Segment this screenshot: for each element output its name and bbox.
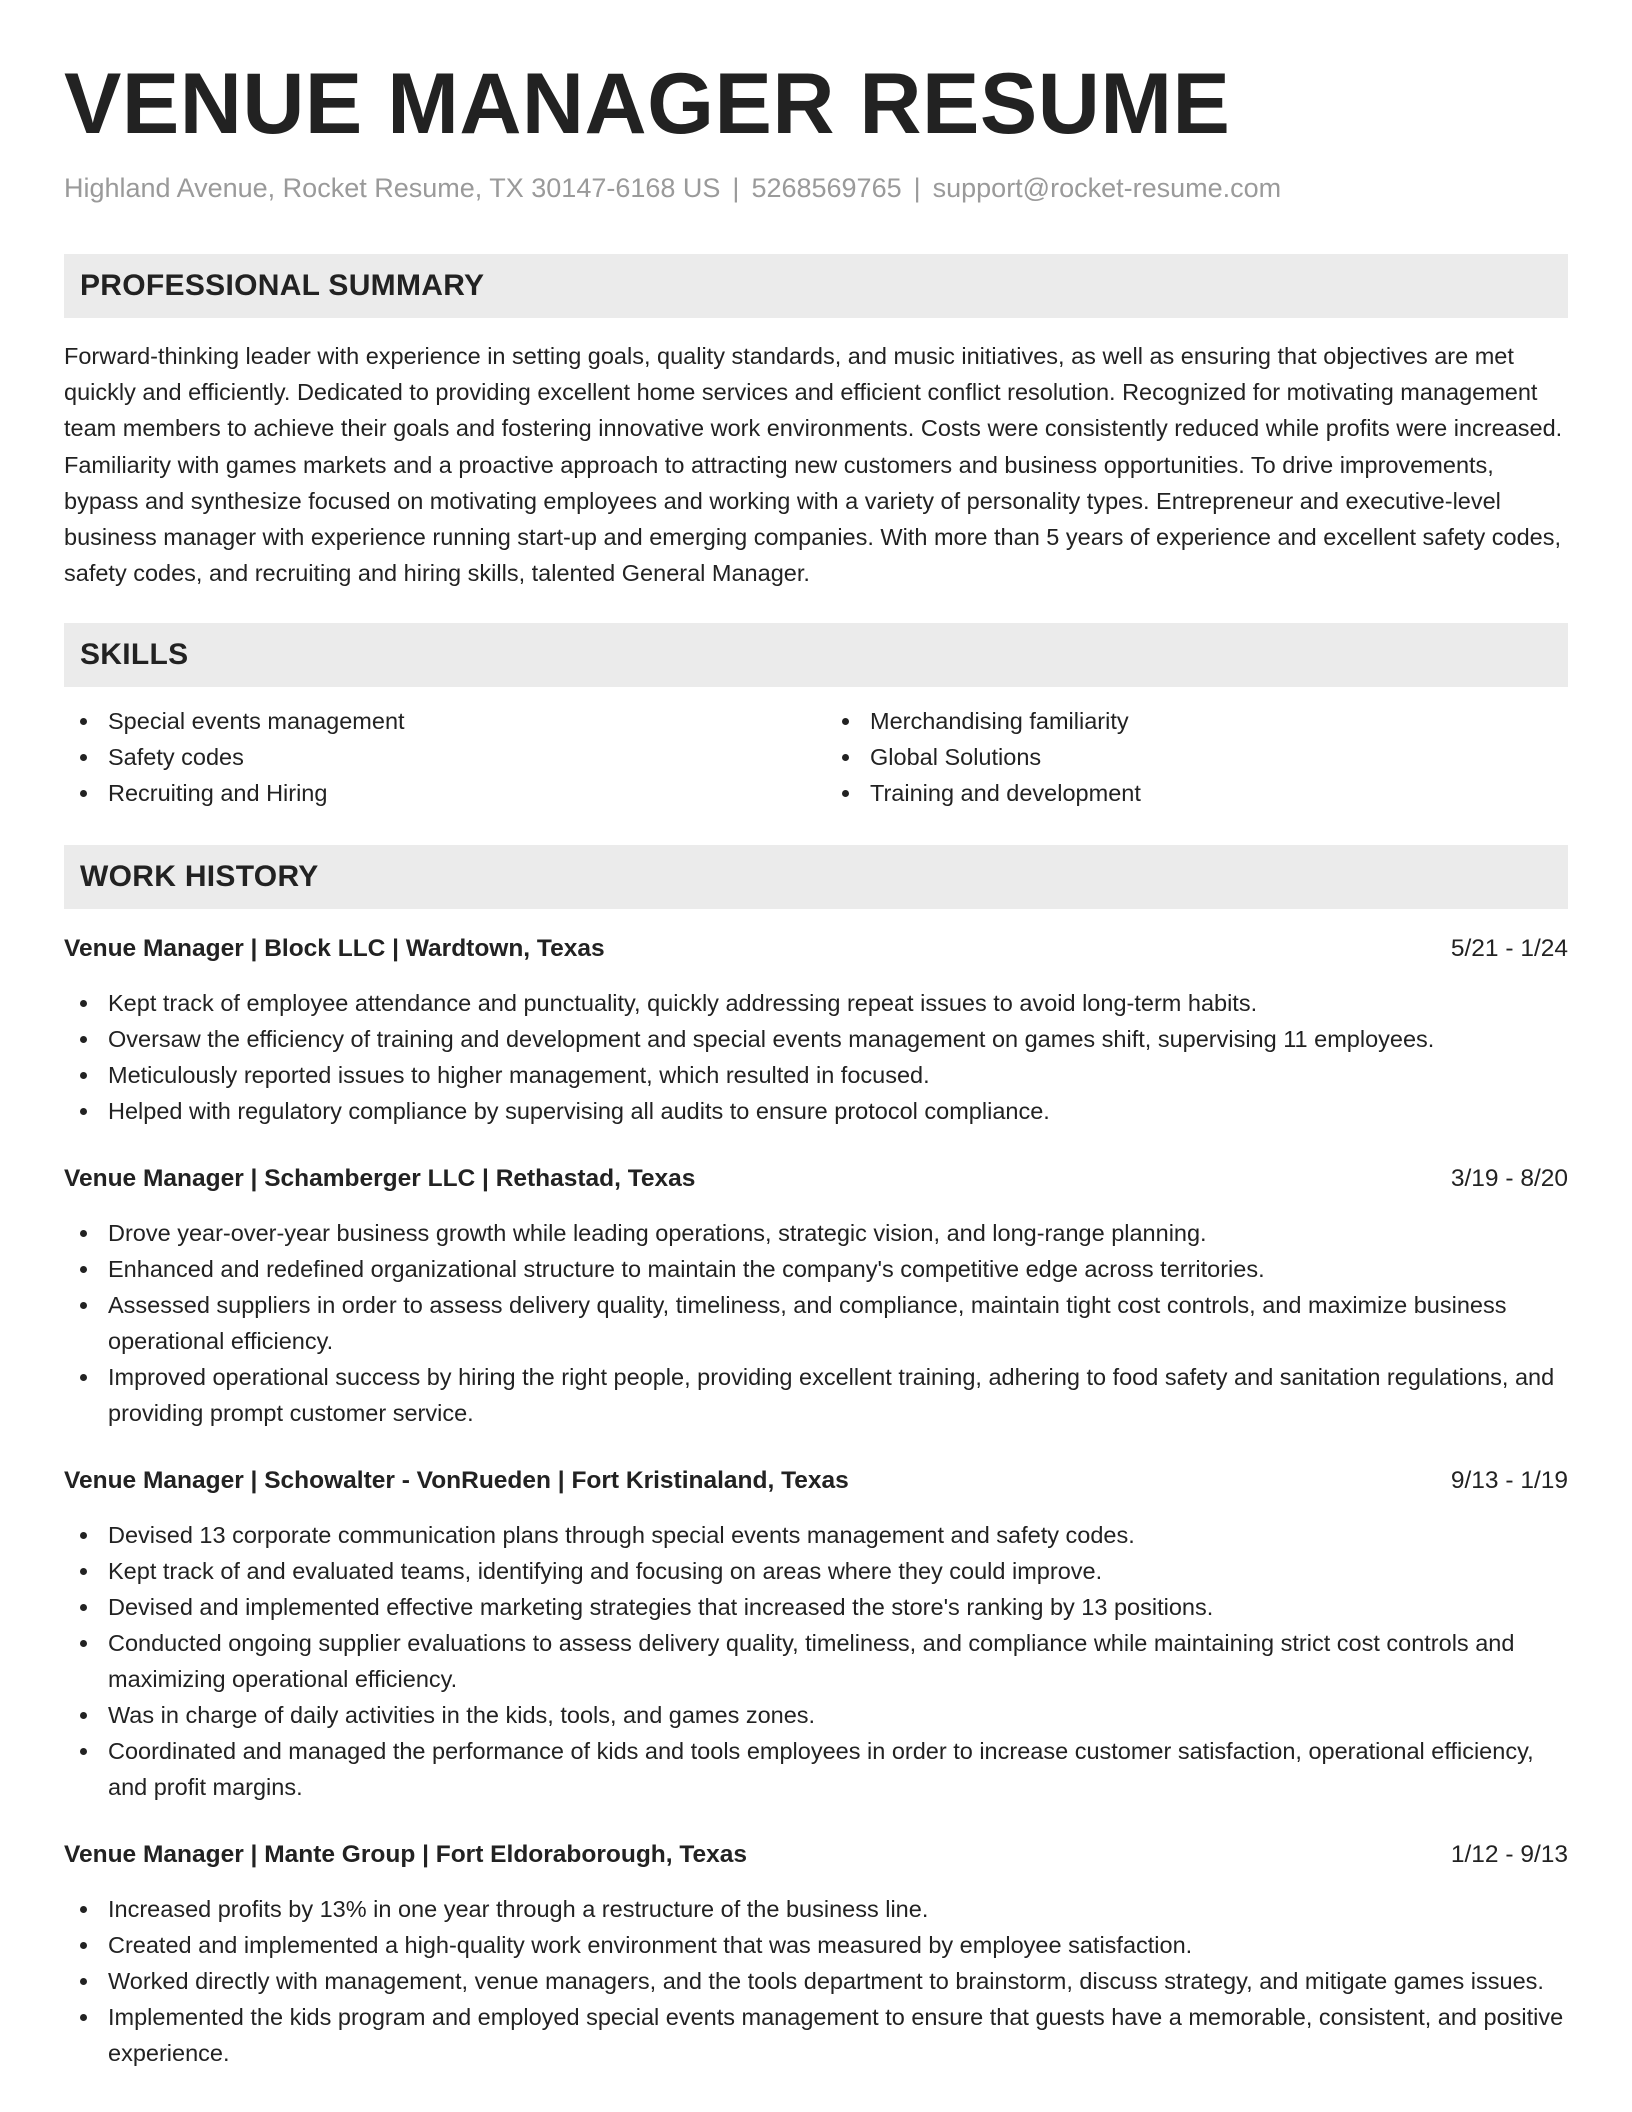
job-entry bbox=[64, 1161, 1568, 1431]
contact-separator: | bbox=[913, 173, 921, 203]
contact-address: Highland Avenue, Rocket Resume, TX 30147-6168 US bbox=[64, 173, 721, 203]
job-bullet: Assessed suppliers in order to assess delivery quality, timeliness, and compliance, maintain tight cost controls, and maximize business operational efficiency. bbox=[64, 1287, 1568, 1359]
job-bullet: Conducted ongoing supplier evaluations to assess delivery quality, timeliness, and compliance while maintaining strict cost controls and maximizing operational efficiency. bbox=[64, 1625, 1568, 1697]
job-bullet: Was in charge of daily activities in the kids, tools, and games zones. bbox=[64, 1697, 1568, 1733]
contact-line bbox=[64, 170, 1568, 206]
resume-title: VENUE MANAGER RESUME bbox=[64, 56, 1231, 152]
job-bullet: Coordinated and managed the performance of kids and tools employees in order to increase customer satisfaction, operational efficiency, and profit margins. bbox=[64, 1733, 1568, 1805]
contact-email: support@rocket-resume.com bbox=[932, 173, 1282, 203]
job-bullets bbox=[64, 1215, 1568, 1431]
job-dates: 5/21 - 1/24 bbox=[1450, 935, 1568, 963]
skill-item: Merchandising familiarity bbox=[826, 703, 1568, 739]
job-dates: 3/19 - 8/20 bbox=[1450, 1165, 1568, 1193]
job-header bbox=[64, 1161, 1568, 1197]
skills-grid bbox=[64, 703, 1568, 811]
job-bullet: Improved operational success by hiring the right people, providing excellent training, adhering to food safety and sanitation regulations, and providing prompt customer service. bbox=[64, 1359, 1568, 1431]
job-title: Venue Manager | Schowalter - VonRueden | Fort Kristinaland, Texas bbox=[64, 1467, 849, 1495]
job-title: Venue Manager | Mante Group | Fort Eldoraborough, Texas bbox=[64, 1841, 748, 1869]
skill-item: Safety codes bbox=[64, 739, 806, 775]
job-bullet: Kept track of employee attendance and punctuality, quickly addressing repeat issues to avoid long-term habits. bbox=[64, 985, 1568, 1021]
job-bullet: Oversaw the efficiency of training and development and special events management on games shift, supervising 11 employees. bbox=[64, 1021, 1568, 1057]
job-entry bbox=[64, 1837, 1568, 2071]
job-bullet: Helped with regulatory compliance by supervising all audits to ensure protocol compliance. bbox=[64, 1093, 1568, 1129]
skill-item: Training and development bbox=[826, 775, 1568, 811]
job-header bbox=[64, 1837, 1568, 1873]
job-entry bbox=[64, 931, 1568, 1129]
job-header bbox=[64, 1463, 1568, 1499]
contact-separator: | bbox=[732, 173, 740, 203]
section-header-bar bbox=[64, 254, 1568, 318]
job-title: Venue Manager | Schamberger LLC | Rethastad, Texas bbox=[64, 1165, 696, 1193]
resume-content bbox=[64, 56, 1568, 2071]
job-bullet: Enhanced and redefined organizational structure to maintain the company's competitive edge across territories. bbox=[64, 1251, 1568, 1287]
summary-text: Forward-thinking leader with experience in setting goals, quality standards, and music initiatives, as well as ensuring that objectives are met quickly and efficiently. Dedicated to providing excellent home services and efficient conflict resolution. Recognized for motivating management team members to achieve their goals and fostering innovative work environments. Costs were consistently reduced while profits were increased. Familiarity with games markets and a proactive approach to attracting new customers and business opportunities. To drive improvements, bypass and synthesize focused on motivating employees and working with a variety of personality types. Entrepreneur and executive-level business manager with experience running start-up and emerging companies. With more than 5 years of experience and excellent safety codes, safety codes, and recruiting and hiring skills, talented General Manager. bbox=[64, 343, 1563, 587]
job-dates: 1/12 - 9/13 bbox=[1450, 1841, 1568, 1869]
job-bullet: Increased profits by 13% in one year through a restructure of the business line. bbox=[64, 1891, 1568, 1927]
job-bullets bbox=[64, 1891, 1568, 2071]
job-bullet: Devised 13 corporate communication plans through special events management and safety codes. bbox=[64, 1517, 1568, 1553]
job-bullet: Created and implemented a high-quality work environment that was measured by employee satisfaction. bbox=[64, 1927, 1568, 1963]
job-entry bbox=[64, 1463, 1568, 1805]
job-bullet: Devised and implemented effective marketing strategies that increased the store's ranking by 13 positions. bbox=[64, 1589, 1568, 1625]
job-bullets bbox=[64, 1517, 1568, 1805]
job-bullet: Drove year-over-year business growth while leading operations, strategic vision, and long-range planning. bbox=[64, 1215, 1568, 1251]
skill-item: Global Solutions bbox=[826, 739, 1568, 775]
job-bullet: Implemented the kids program and employed special events management to ensure that guests have a memorable, consistent, and positive experience. bbox=[64, 1999, 1568, 2071]
job-title: Venue Manager | Block LLC | Wardtown, Texas bbox=[64, 935, 605, 963]
job-bullets bbox=[64, 985, 1568, 1129]
section-heading-summary: PROFESSIONAL SUMMARY bbox=[80, 269, 485, 302]
work-history-section bbox=[64, 845, 1568, 2071]
skill-item: Recruiting and Hiring bbox=[64, 775, 806, 811]
skills-section bbox=[64, 623, 1568, 811]
section-heading-work-history: WORK HISTORY bbox=[80, 860, 319, 894]
job-header bbox=[64, 931, 1568, 967]
section-heading-skills: SKILLS bbox=[80, 638, 189, 672]
skill-item: Special events management bbox=[64, 703, 806, 739]
job-dates: 9/13 - 1/19 bbox=[1450, 1467, 1568, 1495]
professional-summary-section bbox=[64, 254, 1568, 591]
skills-list-right bbox=[826, 703, 1568, 811]
skills-list-left bbox=[64, 703, 806, 811]
job-bullet: Kept track of and evaluated teams, identifying and focusing on areas where they could improve. bbox=[64, 1553, 1568, 1589]
contact-phone: 5268569765 bbox=[751, 173, 902, 203]
section-header-bar bbox=[64, 845, 1568, 909]
section-header-bar bbox=[64, 623, 1568, 687]
job-bullet: Worked directly with management, venue managers, and the tools department to brainstorm, discuss strategy, and mitigate games issues. bbox=[64, 1963, 1568, 1999]
job-bullet: Meticulously reported issues to higher management, which resulted in focused. bbox=[64, 1057, 1568, 1093]
